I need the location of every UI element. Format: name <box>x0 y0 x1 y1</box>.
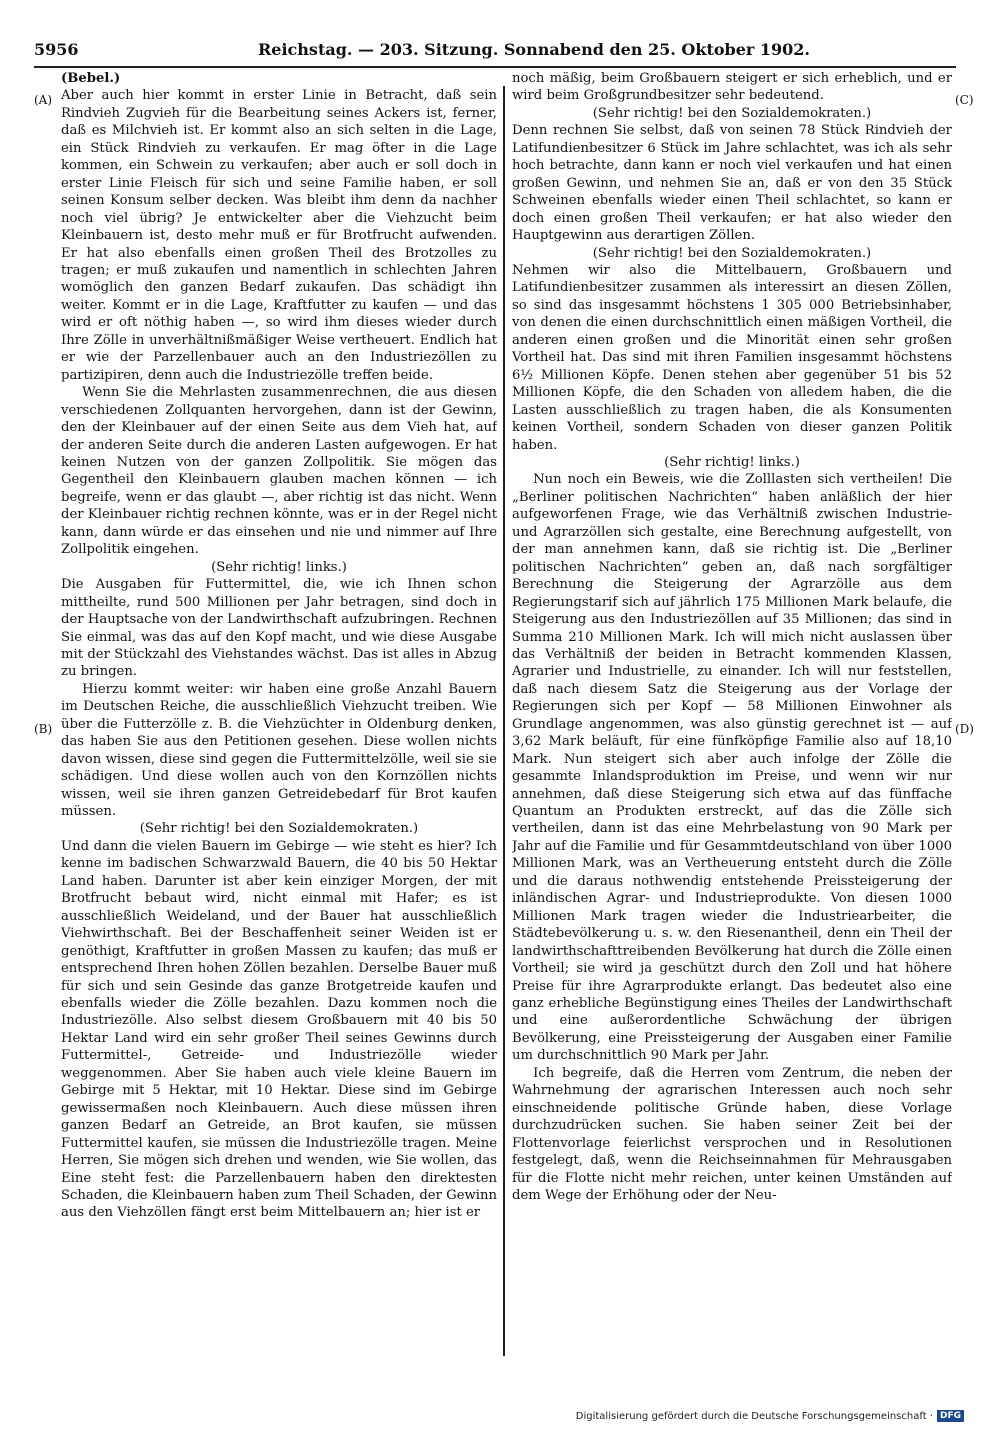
margin-marker-d: (D) <box>955 722 974 736</box>
paragraph: Hierzu kommt weiter: wir haben eine große Anzahl Bauern im Deutschen Reiche, die ausschließlich Viehzucht treiben. Wie über die Futterzölle z. B. die Viehzüchter in Oldenburg denken, das haben Sie aus den Petitionen gesehen. Diese wollen nichts davon wissen, diese sind gegen die Futtermittelzölle, weil sie sie schädigen. Und diese wollen auch von den Kornzöllen nichts wissen, weil sie ihren ganzen Getreidebedarf für Brot kaufen müssen. <box>61 681 497 820</box>
credit-text: Digitalisierung gefördert durch die Deutsche Forschungsgemeinschaft · <box>575 1410 933 1422</box>
running-title: Reichstag. — 203. Sitzung. Sonnabend den 25. Oktober 1902. <box>258 40 810 59</box>
interjection: (Sehr richtig! bei den Sozialdemokraten.) <box>592 105 872 121</box>
header-rule <box>34 66 956 68</box>
left-column <box>61 70 497 1356</box>
margin-marker-a: (A) <box>34 93 53 107</box>
column-divider <box>503 86 505 1356</box>
digitization-credit <box>576 1410 964 1422</box>
page-number: 5956 <box>34 40 79 59</box>
right-column <box>512 70 952 1356</box>
paragraph: Nehmen wir also die Mittelbauern, Großbauern und Latifundienbesitzer zusammen als interessirt an diesen Zöllen, so sind das insgesammt höchstens 1 305 000 Betriebsinhaber, von denen die einen durchschnittlich einen mäßigen Vortheil, die anderen einen großen und die Minorität einen sehr großen Vortheil hat. Das sind mit ihren Familien insgesammt höchstens 6½ Millionen Köpfe. Denen stehen aber gegenüber 51 bis 52 Millionen Köpfe, die den Schaden von alledem haben, die die Lasten ausschließlich zu tragen haben, die als Konsumenten keinen Vortheil, sondern Schaden von dieser ganzen Politik haben. <box>512 262 952 453</box>
paragraph: Ich begreife, daß die Herren vom Zentrum, die neben der Wahrnehmung der agrarischen Interessen auch noch sehr einschneidende politische Gründe haben, diese Vorlage durchzudrücken suchen. Sie haben seiner Zeit bei der Flottenvorlage feierlichst versprochen und in Resolutionen festgelegt, daß, wenn die Reichseinnahmen für Mehrausgaben für die Flotte nicht mehr reichen, unter keinen Umständen auf dem Wege der Erhöhung oder der Neu- <box>512 1065 952 1203</box>
paragraph: Wenn Sie die Mehrlasten zusammenrechnen, die aus diesen verschiedenen Zollquanten hervorgehen, dann ist der Gewinn, den der Kleinbauer auf der einen Seite aus dem Vieh hat, auf der anderen Seite durch die anderen Lasten aufgewogen. Er hat keinen Nutzen von der ganzen Zollpolitik. Sie mögen das Gegentheil den Kleinbauern glauben machen können — ich begreife, wenn er das glaubt —, aber richtig ist das nicht. Wenn der Kleinbauer richtig rechnen könnte, was er in der Regel nicht kann, dann würde er das einsehen und nie und nimmer auf Ihre Zollpolitik eingehen. <box>61 385 497 558</box>
paragraph: Aber auch hier kommt in erster Linie in Betracht, daß sein Rindvieh Zugvieh für die Bearbeitung seines Ackers ist, ferner, daß es Milchvieh ist. Er kommt also an sich selten in die Lage, ein Stück Rindvieh zu verkaufen. Er mag öfter in die Lage kommen, ein Schwein zu verkaufen; aber auch er soll doch in erster Linie Fleisch für sich und seine Familie haben, er soll seinen Konsum selber decken. Was bleibt ihm denn da nachher noch viel übrig? Je entwickelter aber die Viehzucht beim Kleinbauern ist, desto mehr muß er für Brotfrucht aufwenden. Er hat also ebenfalls einen großen Theil des Brotzolles zu tragen; er muß zukaufen und namentlich in schlechten Jahren womöglich den ganzen Bedarf zukaufen. Das schädigt ihn weiter. Kommt er in die Lage, Kraftfutter zu kaufen — und das wird er oft nöthig haben —, so wird ihm dieses wieder durch Ihre Zölle in unverhältnißmäßiger Weise vertheuert. Endlich hat er wie der Parzellenbauer auch an den Industriezöllen zu partizipiren, denn auch die Industriezölle treffen beide. <box>61 88 497 383</box>
speaker-label: (Bebel.) <box>61 71 121 86</box>
paragraph: Denn rechnen Sie selbst, daß von seinen 78 Stück Rindvieh der Latifundienbesitzer 6 Stück im Jahre schlachtet, was ich als sehr hoch betrachte, dann kann er noch viel verkaufen und hat einen großen Gewinn, und nehmen Sie an, daß er von den 35 Stück Schweinen ebenfalls wieder einen Theil schlachtet, so kann er doch einen großen Theil verkaufen; er hat also wieder den Hauptgewinn aus derartigen Zöllen. <box>512 123 952 244</box>
paragraph: Und dann die vielen Bauern im Gebirge — wie steht es hier? Ich kenne im badischen Schwarzwald Bauern, die 40 bis 50 Hektar Land haben. Darunter ist aber kein einziger Morgen, der mit Brotfrucht bebaut wird, nicht einmal mit Hafer; es ist ausschließlich Weideland, und der Bauer hat ausschließlich Viehwirthschaft. Bei der Beschaffenheit seiner Weiden ist er genöthigt, Kraftfutter in großen Massen zu kaufen; das muß er entsprechend Ihren hohen Zöllen bezahlen. Derselbe Bauer muß für sich und sein Gesinde das ganze Brotgetreide kaufen und ebenfalls wieder die Zölle bezahlen. Dazu kommen noch die Industriezölle. Also selbst diesem Großbauern mit 40 bis 50 Hektar Land wird ein sehr großer Theil seines Gewinns durch Futtermittel-, Getreide- und Industriezölle wieder weggenommen. Aber Sie haben auch viele kleine Bauern im Gebirge mit 5 Hektar, mit 10 Hektar. Diese sind im Gebirge gewissermaßen noch Kleinbauern. Auch diese müssen ihren ganzen Bedarf an Getreide, an Brot kaufen, sie müssen Futtermittel kaufen, sie müssen die Industriezölle tragen. Meine Herren, Sie mögen sich drehen und wenden, wie Sie wollen, das Eine steht fest: die Parzellenbauern haben den direktesten Schaden, die Kleinbauern haben zum Theil Schaden, der Gewinn aus den Viehzöllen fängt erst beim Mittelbauern an; hier ist er <box>61 838 497 1221</box>
interjection: (Sehr richtig! links.) <box>664 454 800 470</box>
dfg-logo: DFG <box>937 1410 964 1422</box>
paragraph: noch mäßig, beim Großbauern steigert er sich erheblich, und er wird beim Großgrundbesitzer sehr bedeutend. <box>512 71 952 104</box>
paragraph: Nun noch ein Beweis, wie die Zolllasten sich vertheilen! Die „Berliner politischen Nachrichten“ haben anläßlich der hier aufgeworfenen Frage, wie das Verhältniß zwischen Industrie- und Agrarzöllen sich gestalte, eine Berechnung aufgestellt, von der man annehmen kann, daß sie richtig ist. Die „Berliner politischen Nachrichten“ geben an, daß nach sorgfältiger Berechnung die Steigerung der Agrarzölle aus dem Regierungstarif sich auf jährlich 175 Millionen Mark belaufe, die Steigerung aus den Industriezöllen auf 35 Millionen; das sind in Summa 210 Millionen Mark. Ich will mich nicht auslassen über das Verhältniß der beiden in Betracht kommenden Klassen, Agrarier und Industrielle, zu einander. Ich will nur feststellen, daß nach diesem Satz die Steigerung aus der Vorlage der Regierungen sich per Kopf — 58 Millionen Einwohner als Grundlage angenommen, was also günstig gerechnet ist — auf 3,62 Mark beläuft, für eine fünfköpfige Familie also auf 18,10 Mark. Nun steigert sich aber auch infolge der Zölle die gesammte Inlandsproduktion im Preise, und wenn wir nur annehmen, daß diese Steigerung sich etwa auf das fünffache Quantum an Produkten erstreckt, auf das die Zölle sich vertheilen, dann ist das eine Mehrbelastung von 90 Mark per Jahr auf die Familie und für Gesammtdeutschland von über 1000 Millionen Mark, was an Vertheuerung entsteht durch die Zölle und die daraus nothwendig entstehende Preissteigerung der inländischen Agrar- und Industrieprodukte. Von diesen 1000 Millionen Mark tragen wieder die Industriearbeiter, die Städtebevölkerung u. s. w. den Riesenantheil, denn ein Theil der landwirthschafttreibenden Bevölkerung hat durch die Zölle einen Vortheil; sie wird ja geschützt durch den Zoll und hat höhere Preise für ihre Agrarprodukte erlangt. Das bedeutet also eine ganz erhebliche Begünstigung eines Theiles der Landwirthschaft und eine außerordentliche Schwächung der übrigen Bevölkerung, eine Preissteigerung der Ausgaben einer Familie um durchschnittlich 90 Mark per Jahr. <box>512 472 952 1064</box>
page-header <box>34 40 956 66</box>
margin-marker-b: (B) <box>34 722 53 736</box>
interjection: (Sehr richtig! bei den Sozialdemokraten.) <box>592 245 872 261</box>
interjection: (Sehr richtig! bei den Sozialdemokraten.) <box>139 821 419 837</box>
interjection: (Sehr richtig! links.) <box>211 559 347 575</box>
paragraph: Die Ausgaben für Futtermittel, die, wie ich Ihnen schon mittheilte, rund 500 Millionen per Jahr betragen, sind doch in der Hauptsache von der Landwirthschaft aufzubringen. Rechnen Sie einmal, was das auf den Kopf macht, und wie diese Ausgabe mit der Stückzahl des Viehstandes wächst. Das ist alles in Abzug zu bringen. <box>61 577 497 680</box>
margin-marker-c: (C) <box>955 93 974 107</box>
